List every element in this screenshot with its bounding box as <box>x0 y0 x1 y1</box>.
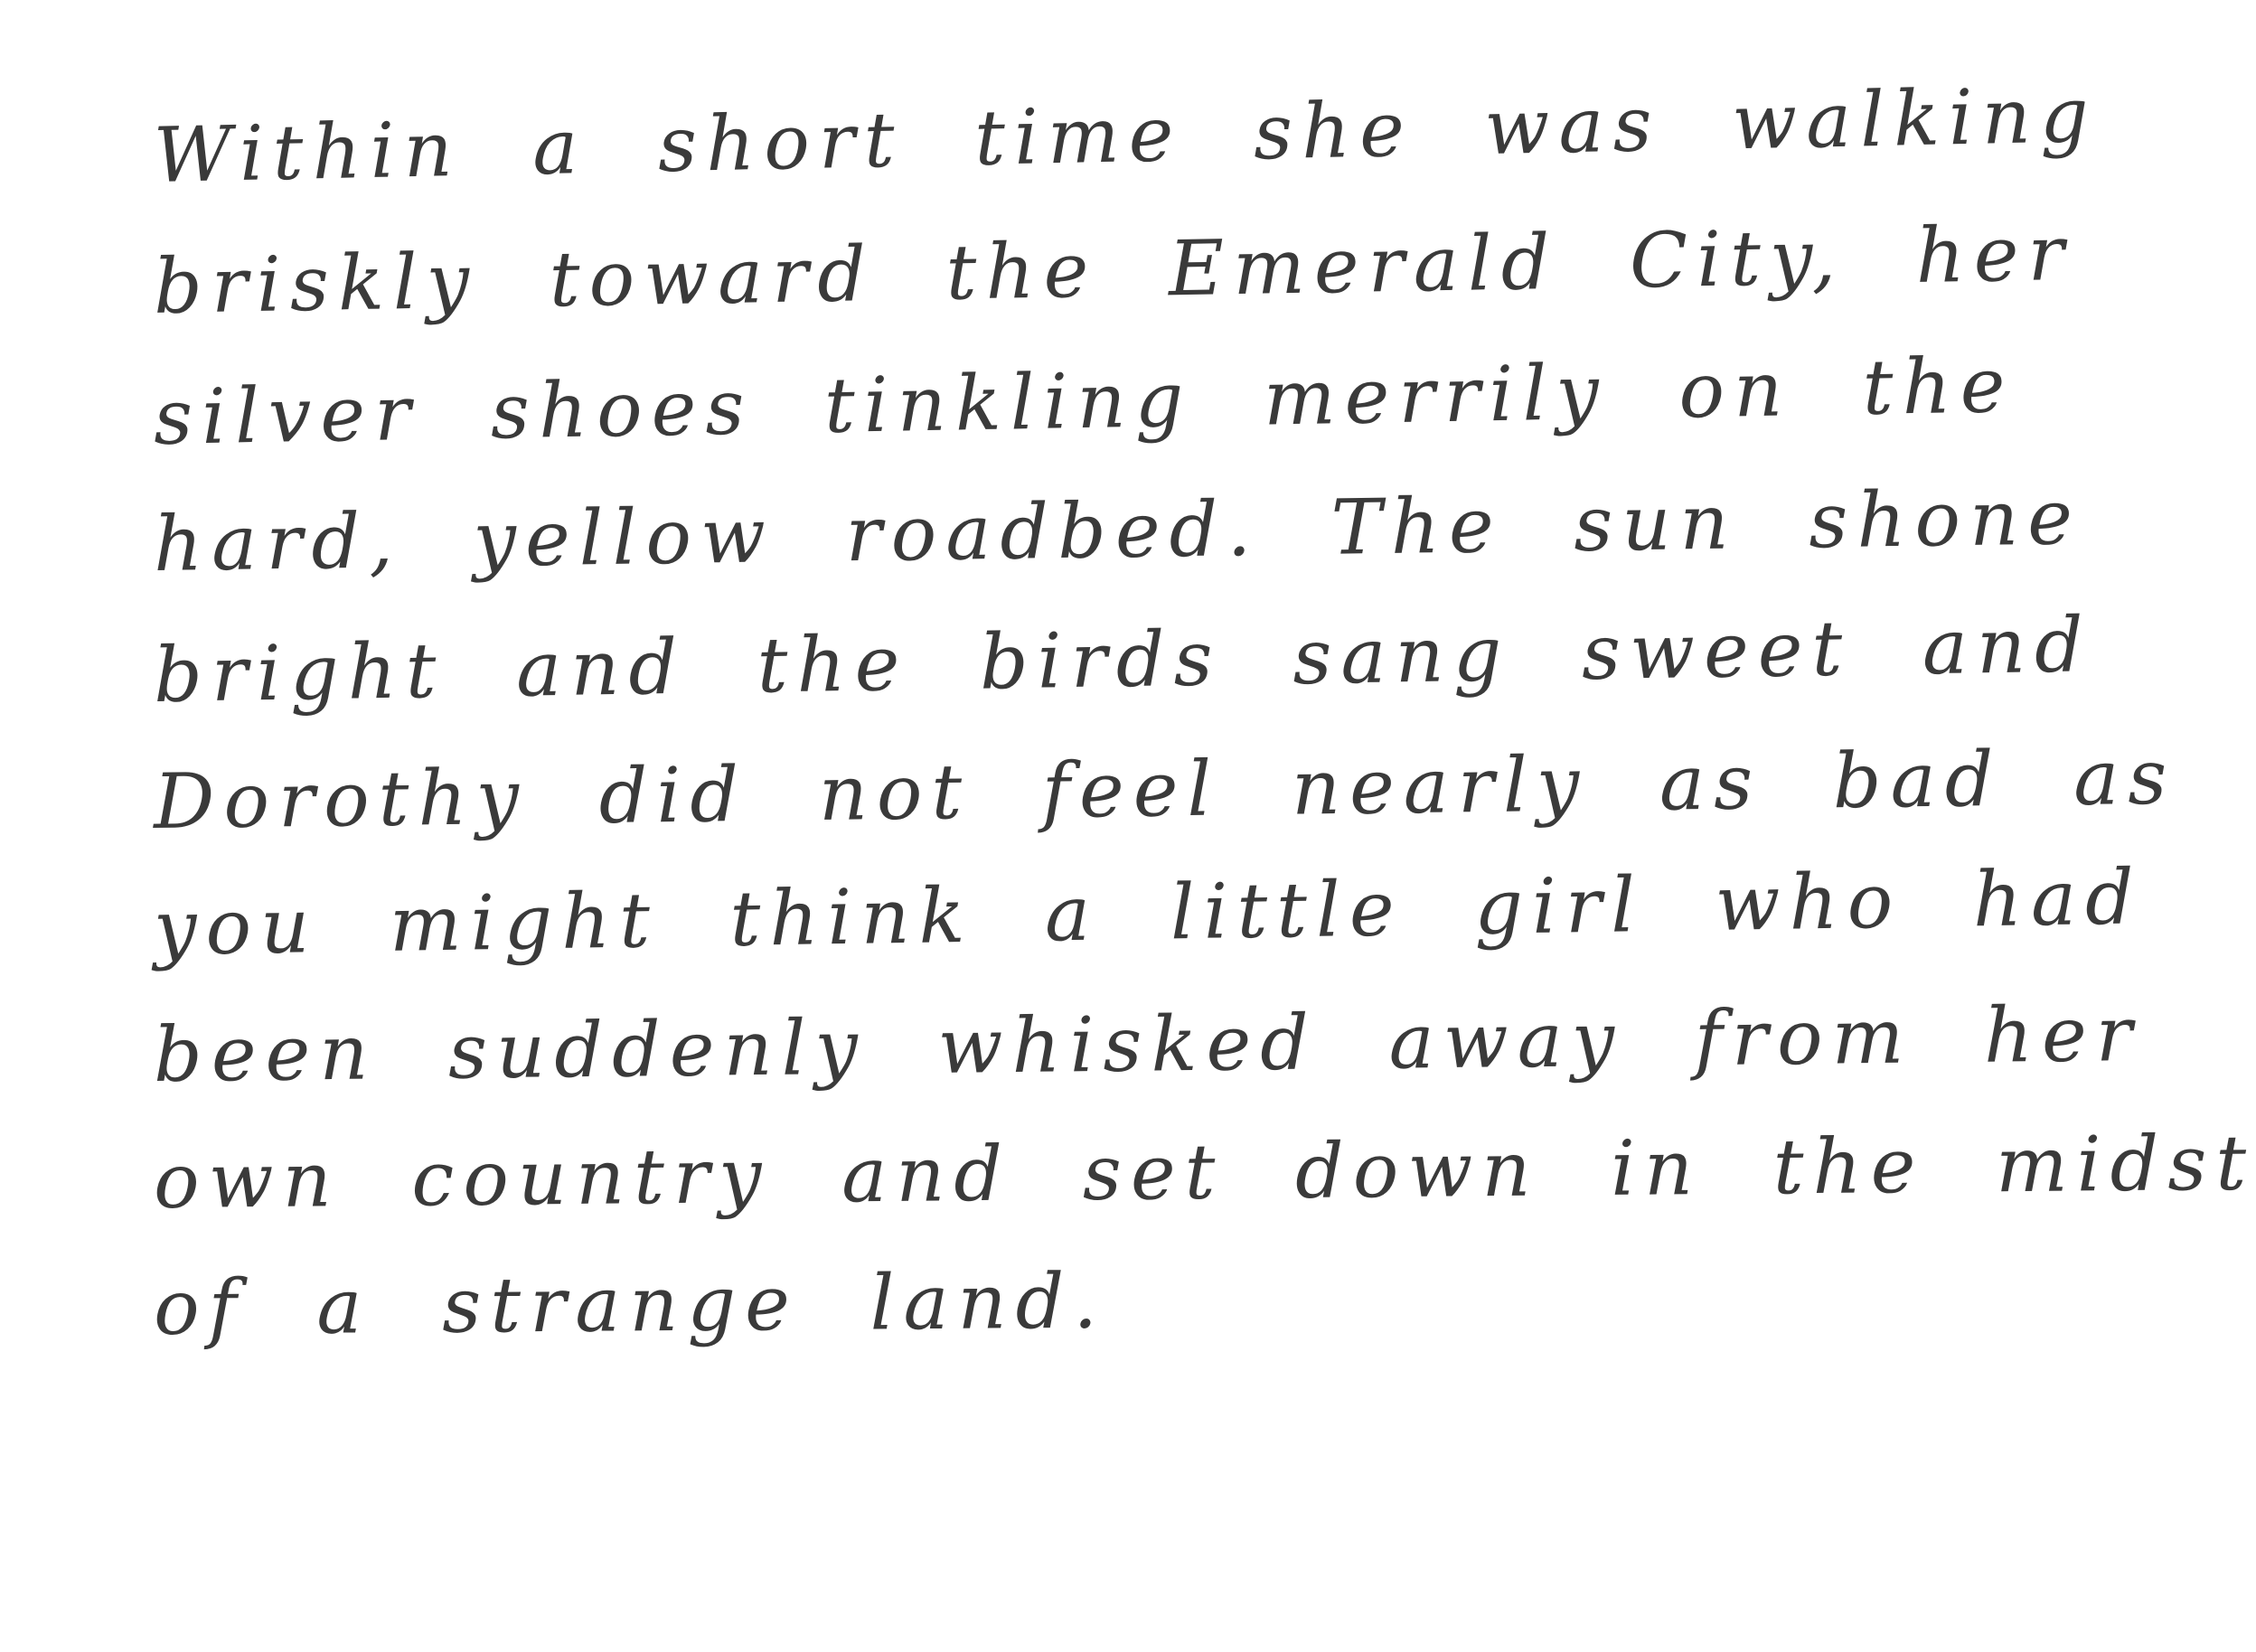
handwritten-line-7: you might think a little girl who had <box>153 852 2144 972</box>
handwritten-line-3: silver shoes tinkling merrily on the <box>153 341 2016 462</box>
handwritten-line-9: own country and set down in the midst <box>153 1118 2256 1225</box>
handwritten-line-4: hard, yellow roadbed. The sun shone <box>153 473 2082 588</box>
handwritten-line-6: Dorothy did not feel nearly as bad as <box>153 732 2176 846</box>
handwritten-line-10: of a strange land. <box>153 1256 1107 1352</box>
handwritten-line-5: bright and the birds sang sweet and <box>153 600 2093 719</box>
handwritten-line-2: briskly toward the Emerald City, her <box>153 208 2074 331</box>
handwritten-line-8: been suddenly whisked away from her <box>153 989 2142 1099</box>
handwritten-line-1: Within a short time she was walking <box>152 70 2099 200</box>
